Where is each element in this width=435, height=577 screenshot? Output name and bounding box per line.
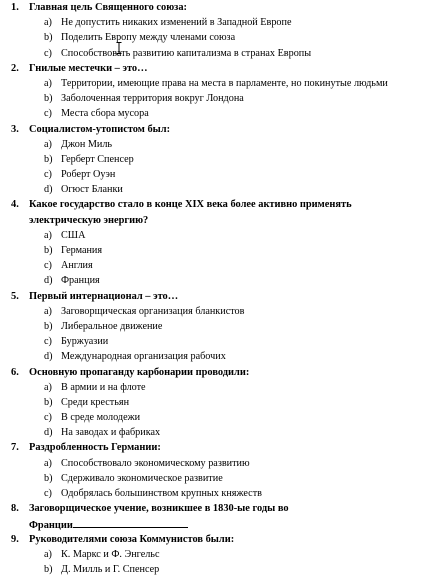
option-text: В армии и на флоте	[61, 381, 146, 393]
answer-option	[0, 258, 435, 273]
option-letter: c)	[44, 169, 52, 181]
option-letter: b)	[44, 396, 53, 408]
answer-option	[0, 91, 435, 106]
question-header	[0, 122, 435, 137]
option-letter: c)	[44, 108, 52, 120]
answer-option	[0, 334, 435, 349]
question-header	[0, 440, 435, 455]
question-4	[0, 197, 435, 288]
option-text: Англия	[61, 260, 93, 272]
option-text: В среде молодежи	[61, 412, 141, 424]
question-header	[0, 197, 435, 212]
question-text: Главная цель Священного союза:	[29, 2, 187, 13]
question-number: 6.	[11, 366, 19, 378]
question-header	[0, 501, 435, 516]
option-text: США	[61, 229, 86, 241]
question-text: Социалистом-утопистом был:	[29, 123, 171, 135]
answer-option	[0, 349, 435, 364]
answer-option	[0, 319, 435, 334]
option-letter: c)	[44, 336, 52, 348]
answer-option	[0, 152, 435, 167]
question-text: Раздробленность Германии:	[29, 442, 161, 454]
option-text: Сдерживало экономическое развитие	[61, 472, 223, 484]
question-text: Основную пропаганду карбонарии проводили:	[29, 366, 250, 378]
option-letter: a)	[44, 17, 52, 29]
question-text: Заговорщическое учение, возникшее в 1830-ые годы во	[29, 503, 289, 515]
option-text: Заговорщическая организация бланкистов	[61, 305, 245, 317]
question-text-continued: электрическую энергию?	[29, 214, 149, 226]
option-text: Либеральное движение	[61, 320, 163, 332]
option-text: Одобрялась большинством крупных княжеств	[61, 488, 262, 499]
question-text-continued	[0, 516, 435, 531]
answer-option	[0, 182, 435, 197]
answer-option	[0, 395, 435, 410]
option-text: К. Маркс и Ф. Энгельс	[61, 548, 160, 560]
option-text: Способствовать развитию капитализма в странах Европы	[61, 47, 312, 59]
option-letter: a)	[44, 138, 52, 150]
option-letter: a)	[44, 77, 52, 89]
question-8	[0, 501, 435, 531]
option-text: Заболоченная территория вокруг Лондона	[61, 93, 244, 105]
option-text: Герберт Спенсер	[61, 153, 134, 165]
option-text: Германия	[61, 245, 103, 256]
question-text: Руководителями союза Коммунистов были:	[29, 533, 235, 545]
question-number: 9.	[11, 533, 19, 545]
option-letter: b)	[44, 153, 53, 165]
question-2	[0, 61, 435, 122]
question-text-tail: Франции	[29, 520, 73, 532]
answer-option	[0, 471, 435, 486]
option-text: Огюст Бланки	[61, 184, 123, 196]
option-letter: c)	[44, 47, 52, 59]
question-header	[0, 365, 435, 380]
option-letter: d)	[44, 184, 53, 196]
question-3	[0, 122, 435, 198]
option-text: Международная организация рабочих	[61, 351, 226, 363]
answer-option	[0, 76, 435, 91]
answer-option	[0, 228, 435, 243]
question-header	[0, 289, 435, 304]
answer-option	[0, 456, 435, 471]
answer-option	[0, 425, 435, 440]
option-letter: d)	[44, 427, 53, 439]
option-letter: a)	[44, 229, 52, 241]
question-number: 3.	[11, 123, 19, 135]
option-text: Джон Миль	[61, 138, 113, 150]
text-cursor-icon	[116, 42, 122, 54]
answer-option	[0, 304, 435, 319]
question-1	[0, 0, 435, 61]
answer-option	[0, 106, 435, 121]
answer-option	[0, 30, 435, 45]
question-7	[0, 440, 435, 501]
option-letter: d)	[44, 275, 53, 287]
option-text: Д. Милль и Г. Спенсер	[61, 563, 160, 575]
question-number: 1.	[11, 2, 19, 13]
option-letter: b)	[44, 245, 53, 256]
answer-option	[0, 137, 435, 152]
question-9	[0, 532, 435, 577]
option-letter: a)	[44, 305, 52, 317]
question-number: 4.	[11, 199, 19, 211]
option-text: Места сбора мусора	[61, 108, 149, 120]
question-header	[0, 532, 435, 547]
question-5	[0, 289, 435, 365]
answer-option	[0, 486, 435, 501]
question-number: 8.	[11, 503, 19, 515]
option-letter: b)	[44, 563, 53, 575]
answer-blank	[73, 516, 188, 528]
option-letter: d)	[44, 351, 53, 363]
answer-option	[0, 15, 435, 30]
option-letter: b)	[44, 320, 53, 332]
question-header	[0, 0, 435, 15]
answer-option	[0, 167, 435, 182]
option-letter: b)	[44, 32, 53, 44]
question-header	[0, 61, 435, 76]
question-6	[0, 365, 435, 441]
question-text: Какое государство стало в конце XIX века более активно применять	[29, 199, 352, 211]
option-letter: c)	[44, 412, 52, 424]
question-number: 2.	[11, 62, 19, 74]
option-text: Среди крестьян	[61, 396, 130, 408]
answer-option	[0, 410, 435, 425]
answer-option	[0, 547, 435, 562]
question-text: Первый интернационал – это…	[29, 290, 179, 302]
option-letter: a)	[44, 548, 52, 560]
option-text: Способствовало экономическому развитию	[61, 457, 250, 469]
answer-option	[0, 46, 435, 61]
option-letter: c)	[44, 260, 52, 272]
option-letter: b)	[44, 93, 53, 105]
option-letter: a)	[44, 381, 52, 393]
answer-option	[0, 243, 435, 258]
answer-option	[0, 380, 435, 395]
option-text: Поделить Европу между членами союза	[61, 32, 236, 44]
option-letter: a)	[44, 457, 52, 469]
question-number: 7.	[11, 442, 19, 454]
option-text: Не допустить никаких изменений в Западной Европе	[61, 17, 292, 29]
answer-option	[0, 562, 435, 577]
option-text: Буржуазии	[61, 336, 109, 348]
option-text: Роберт Оуэн	[61, 169, 116, 181]
question-number: 5.	[11, 290, 19, 302]
option-letter: b)	[44, 472, 53, 484]
answer-option	[0, 273, 435, 288]
option-letter: c)	[44, 488, 52, 499]
question-text: Гнилые местечки – это…	[29, 62, 148, 74]
option-text: На заводах и фабриках	[61, 427, 161, 439]
option-text: Франция	[61, 275, 100, 287]
option-text: Территории, имеющие права на места в парламенте, но покинутые людьми	[61, 77, 388, 89]
